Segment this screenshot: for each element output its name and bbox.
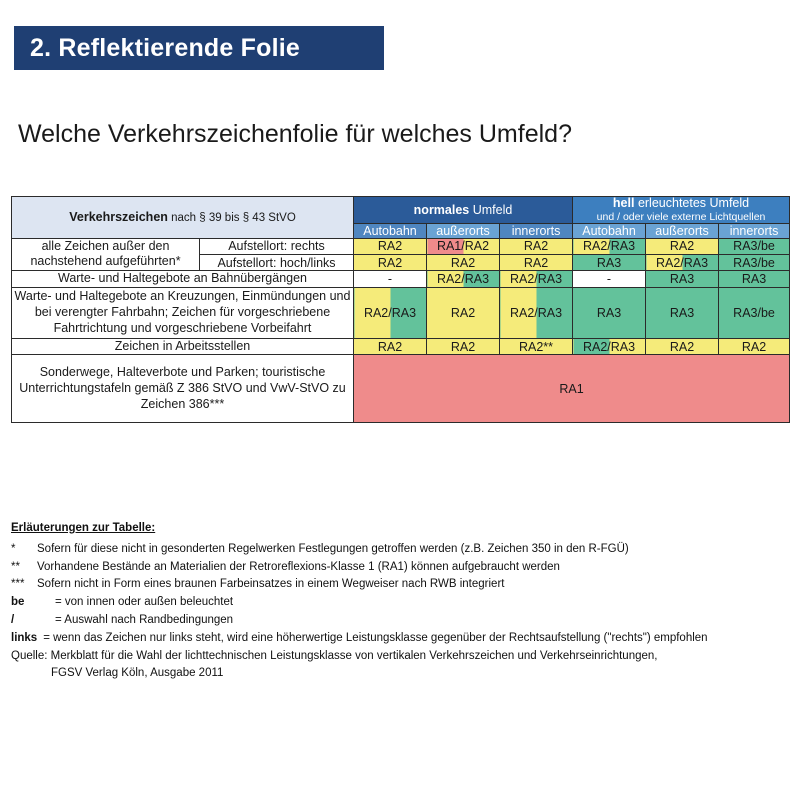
cell-r1c3: RA2 — [500, 238, 573, 254]
cell-r5c1: RA2 — [354, 338, 427, 355]
table-row — [12, 238, 790, 254]
title-bar — [14, 26, 384, 70]
cell-r1c4: RA2/RA3 — [573, 238, 646, 254]
cell-r5c4: RA2/RA3 — [573, 338, 646, 355]
row-label-arbeitsstellen: Zeichen in Arbeitsstellen — [12, 338, 354, 355]
cell-r3c3: RA2/RA3 — [500, 271, 573, 288]
table-row — [12, 287, 790, 338]
cell-r2c5: RA2/RA3 — [646, 254, 719, 270]
group-bright-rest: erleuchtetes Umfeld — [634, 196, 750, 210]
subheader-autobahn-hell: Autobahn — [573, 223, 646, 238]
cell-r2c3: RA2 — [500, 254, 573, 270]
note-item — [11, 594, 791, 612]
cell-r5c3: RA2** — [500, 338, 573, 355]
corner-rest: nach § 39 bis § 43 StVO — [167, 212, 296, 225]
subheader-innerorts-hell: innerorts — [719, 223, 790, 238]
subheader-ausserorts-hell: außerorts — [646, 223, 719, 238]
page-title: 2. Reflektierende Folie — [30, 33, 300, 62]
cell-r3c2: RA2/RA3 — [427, 271, 500, 288]
note-item — [11, 541, 791, 559]
notes-heading: Erläuterungen zur Tabelle: — [11, 522, 156, 534]
group-header-bright — [573, 197, 790, 224]
source-line-2: FGSV Verlag Köln, Ausgabe 2011 — [51, 667, 224, 680]
note-text: Vorhandene Bestände an Materialien der Retroreflexions-Klasse 1 (RA1) können aufgebraucht werden — [37, 560, 560, 573]
table-row — [12, 271, 790, 288]
note-item — [11, 559, 791, 577]
subheader-innerorts-normal: innerorts — [500, 223, 573, 238]
cell-r2c4: RA3 — [573, 254, 646, 270]
row-label-bahnuebergaenge: Warte- und Haltegebote an Bahnübergängen — [12, 271, 354, 288]
cell-r1c2: RA1/RA2 — [427, 238, 500, 254]
table-row-sonderwege — [12, 355, 790, 423]
cell-r2c1: RA2 — [354, 254, 427, 270]
note-item — [11, 576, 791, 594]
note-mark: / — [11, 614, 15, 627]
note-mark: links — [11, 631, 38, 644]
cell-sonderwege-value: RA1 — [354, 355, 790, 423]
note-text: Sofern nicht in Form eines braunen Farbeinsatzes in einem Wegweiser nach RWB integriert — [37, 578, 505, 591]
note-text: = Auswahl nach Randbedingungen — [55, 614, 234, 627]
note-mark: * — [11, 542, 16, 555]
subheader-autobahn-normal: Autobahn — [354, 223, 427, 238]
cell-r2c2: RA2 — [427, 254, 500, 270]
cell-r1c5: RA2 — [646, 238, 719, 254]
cell-r5c6: RA2 — [719, 338, 790, 355]
cell-r4c2: RA2 — [427, 287, 500, 338]
source-note — [11, 648, 791, 683]
cell-r4c3: RA2/RA3 — [500, 287, 573, 338]
note-text: Sofern für diese nicht in gesonderten Regelwerken Festlegungen getroffen werden (z.B. Zeichen 350 in den R-FGÜ) — [37, 542, 629, 555]
cell-r2c6: RA3/be — [719, 254, 790, 270]
group-bright-strong: hell — [612, 196, 635, 210]
row-sublabel-hoch-links: Aufstellort: hoch/links — [200, 254, 354, 270]
cell-r5c5: RA2 — [646, 338, 719, 355]
table-header-row — [12, 197, 790, 224]
cell-r4c5: RA3 — [646, 287, 719, 338]
group-bright-sub: und / oder viele externe Lichtquellen — [596, 210, 766, 223]
table-corner-header — [12, 197, 354, 239]
table-row — [12, 338, 790, 355]
cell-r1c6: RA3/be — [719, 238, 790, 254]
source-line-1: Quelle: Merkblatt für die Wahl der lichttechnischen Leistungsklasse von vertikalen Verkehrszeichen und Verkehrseinrichtungen, — [11, 650, 658, 662]
note-text: = von innen oder außen beleuchtet — [55, 596, 234, 609]
cell-r4c4: RA3 — [573, 287, 646, 338]
table-notes — [11, 520, 791, 648]
cell-r1c1: RA2 — [354, 238, 427, 254]
row-label-kreuzungen: Warte- und Haltegebote an Kreuzungen, Einmündungen und bei verengter Fahrbahn; Zeichen für vorgeschriebene Fahrtrichtung und vorgeschriebene Vorbeifahrt — [12, 287, 354, 338]
cell-r4c1: RA2/RA3 — [354, 287, 427, 338]
note-text: = wenn das Zeichen nur links steht, wird eine höherwertige Leistungsklasse gegenüber der Rechtsaufstellung ("rechts") empfohlen — [43, 631, 708, 644]
group-normal-strong: normales — [413, 202, 470, 217]
note-mark: *** — [11, 578, 25, 591]
note-mark: ** — [11, 560, 20, 573]
cell-r3c1: - — [354, 271, 427, 288]
foil-selection-table — [11, 196, 790, 423]
corner-strong: Verkehrszeichen — [69, 210, 168, 225]
note-item — [11, 612, 791, 630]
group-header-normal — [354, 197, 573, 224]
note-item — [11, 630, 791, 648]
subheader-ausserorts-normal: außerorts — [427, 223, 500, 238]
group-normal-rest: Umfeld — [469, 202, 513, 217]
subtitle: Welche Verkehrszeichenfolie für welches Umfeld? — [18, 120, 572, 148]
cell-r5c2: RA2 — [427, 338, 500, 355]
row-sublabel-rechts: Aufstellort: rechts — [200, 238, 354, 254]
cell-r3c5: RA3 — [646, 271, 719, 288]
cell-r3c6: RA3 — [719, 271, 790, 288]
note-mark: be — [11, 596, 25, 609]
row-label-alle-zeichen: alle Zeichen außer den nachstehend aufgeführten* — [12, 238, 200, 270]
row-label-sonderwege: Sonderwege, Halteverbote und Parken; touristische Unterrichtungstafeln gemäß Z 386 StVO und VwV-StVO zu Zeichen 386*** — [12, 355, 354, 423]
cell-r3c4: - — [573, 271, 646, 288]
cell-r4c6: RA3/be — [719, 287, 790, 338]
